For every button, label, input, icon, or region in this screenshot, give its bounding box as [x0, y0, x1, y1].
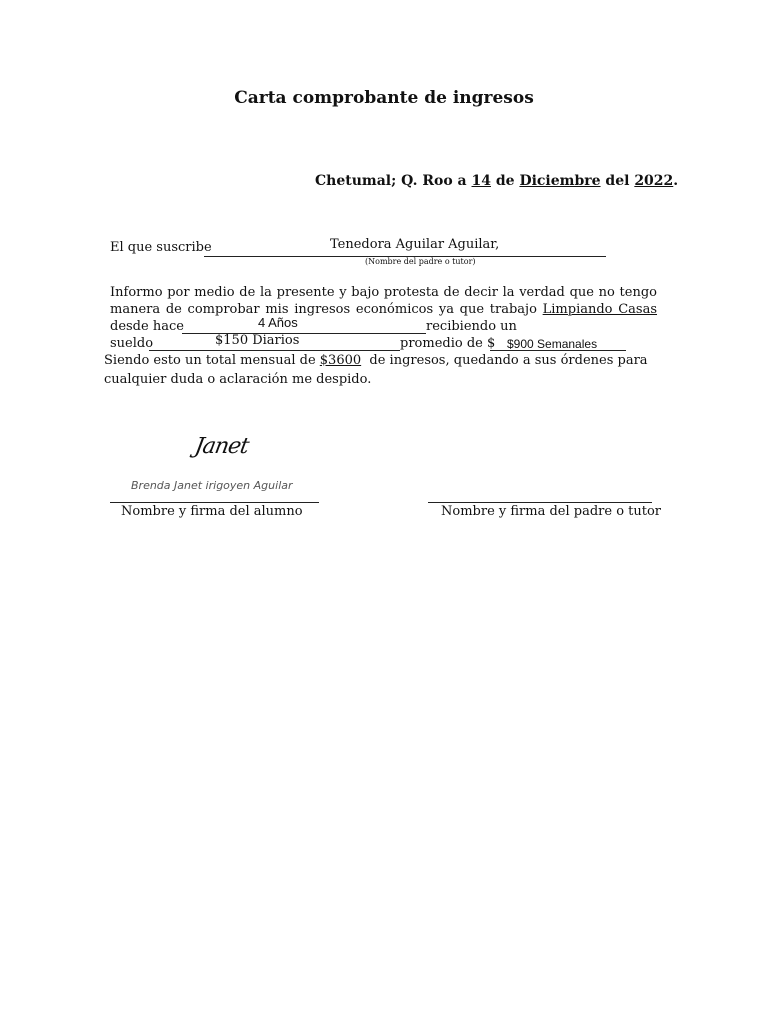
date-month: Diciembre	[519, 173, 601, 189]
suscribe-name-trailing: ,	[495, 237, 500, 252]
suscribe-note: (Nombre del padre o tutor)	[365, 257, 476, 266]
student-signature-caption: Nombre y firma del alumno	[121, 504, 303, 519]
suscribe-label: El que suscribe	[110, 240, 212, 255]
body-line-2-text: manera de comprobar mis ingresos económicos ya que trabajo	[110, 302, 537, 317]
suscribe-name	[330, 237, 499, 252]
weekly-value: $900 Semanales	[507, 337, 598, 351]
date-del: del	[600, 173, 635, 189]
suscribe-name-value: Tenedora Aguilar Aguilar	[330, 237, 496, 252]
parent-signature-caption: Nombre y firma del padre o tutor	[441, 504, 662, 519]
salary-value: $150 Diarios	[215, 333, 300, 348]
monthly-amount: $3600	[319, 353, 362, 368]
body-line-1: Informo por medio de la presente y bajo protesta de decir la verdad que no tengo	[110, 285, 657, 300]
date-line	[315, 173, 678, 189]
student-name: Brenda Janet irigoyen Aguilar	[131, 479, 293, 492]
body-line-5-pre: Siendo esto un total mensual de	[104, 353, 320, 368]
date-prefix: Chetumal; Q. Roo a	[315, 173, 472, 189]
date-year: 2022	[634, 173, 674, 189]
body-line-3-label: desde hace	[110, 319, 184, 334]
years-value: 4 Años	[258, 315, 298, 330]
parent-signature-line	[428, 502, 652, 503]
body-line-5	[104, 353, 648, 368]
body-line-2-job: Limpiando Casas	[542, 302, 658, 317]
body-line-5-post: de ingresos, quedando a sus órdenes para	[361, 353, 648, 368]
document-title: Carta comprobante de ingresos	[234, 88, 534, 108]
body-line-4-after: promedio de $	[400, 336, 496, 351]
date-de: de	[490, 173, 520, 189]
student-signature-line	[110, 502, 319, 503]
body-line-2	[110, 302, 657, 317]
body-line-3-after: recibiendo un	[426, 319, 517, 334]
salary-line	[149, 350, 400, 351]
date-end: .	[673, 173, 679, 189]
date-day: 14	[471, 173, 491, 189]
body-line-4-label: sueldo	[110, 336, 154, 351]
body-line-6: cualquier duda o aclaración me despido.	[104, 372, 372, 387]
handwritten-signature: Janet	[192, 434, 251, 459]
